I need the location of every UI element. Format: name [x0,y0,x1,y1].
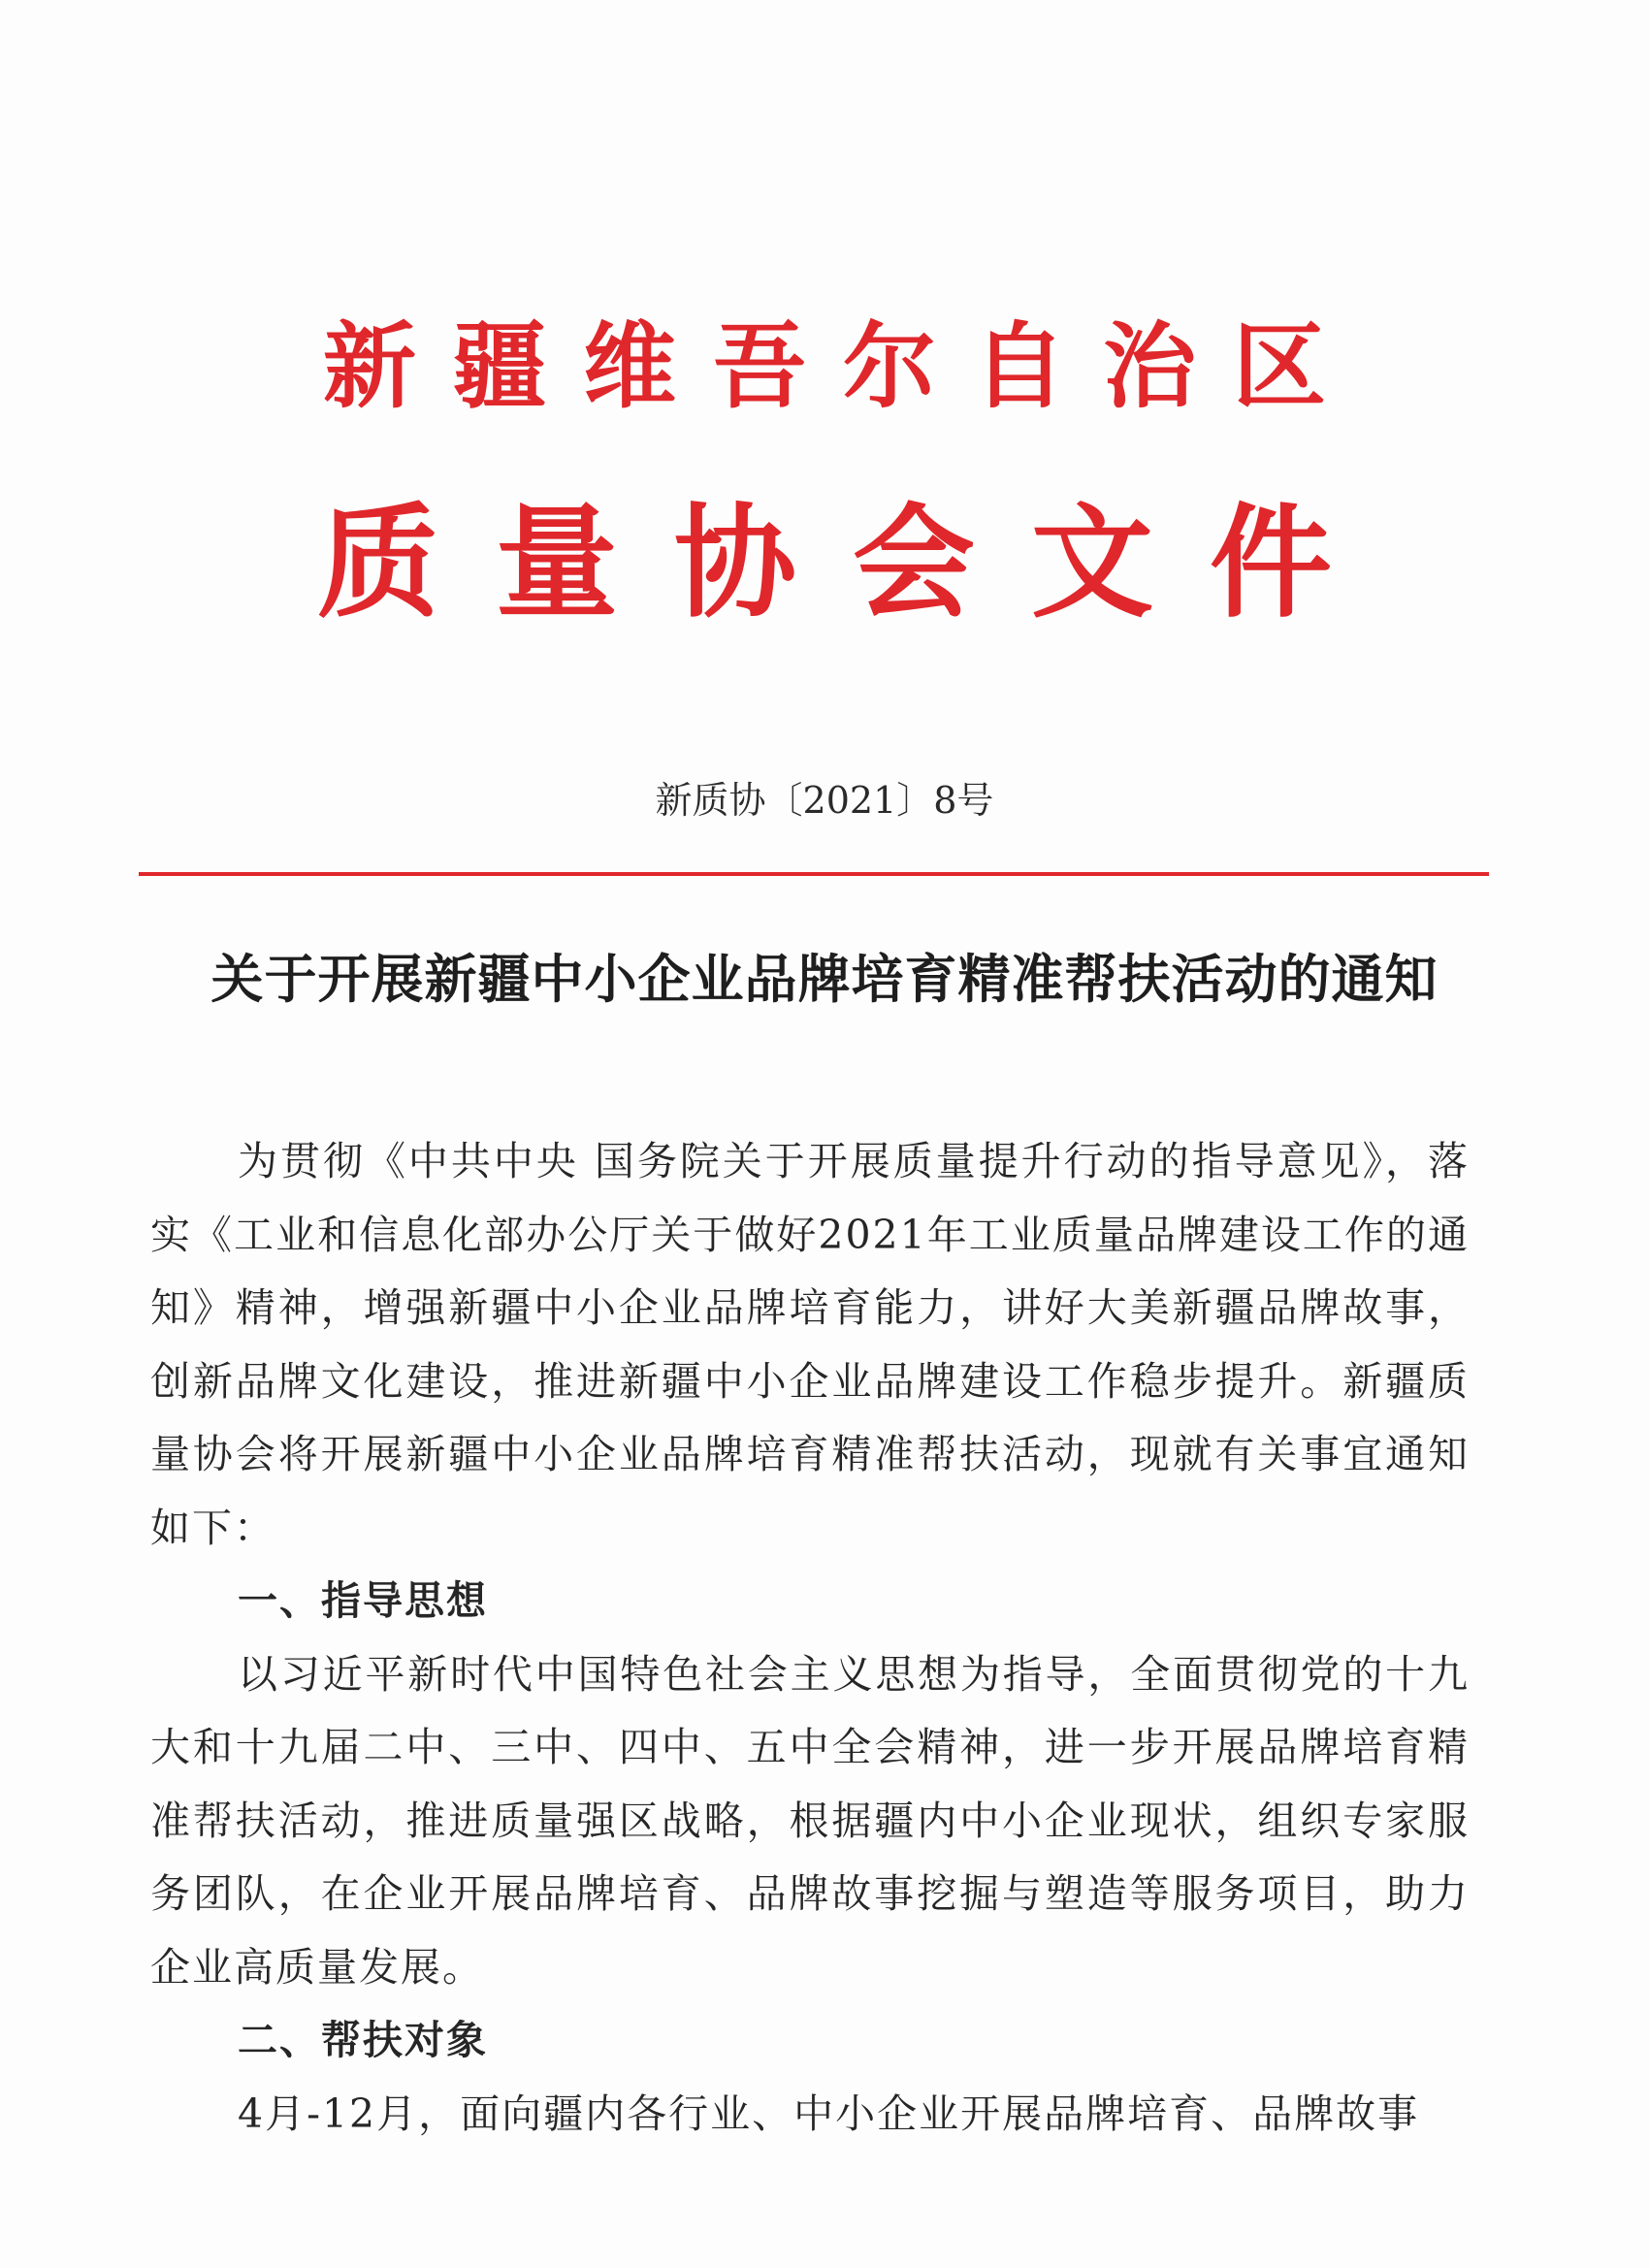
document-type-heading: 质量协会文件 [317,491,1388,634]
issuer-name: 新疆维吾尔自治区 [323,311,1363,421]
document-body [150,1125,1470,2151]
section-paragraph-assistance-targets: 4月-12月，面向疆内各行业、中小企业开展品牌培育、品牌故事 [238,2090,1420,2137]
document-number: 新质协〔2021〕8号 [655,779,994,822]
red-divider [139,872,1489,876]
section-heading-assistance-targets: 二、帮扶对象 [238,2017,488,2063]
notice-title: 关于开展新疆中小企业品牌培育精准帮扶活动的通知 [210,949,1439,1010]
section-heading-guiding-ideology: 一、指导思想 [238,1577,488,1624]
section-paragraph-guiding-ideology: 以习近平新时代中国特色社会主义思想为指导，全面贯彻党的十九大和十九届二中、三中、四中、五中全会精神，进一步开展品牌培育精准帮扶活动，推进质量强区战略，根据疆内中小企业现状，组织专家服务团队，在企业开展品牌培育、品牌故事挖掘与塑造等服务项目，助力企业高质量发展。 [150,1650,1470,1991]
intro-paragraph: 为贯彻《中共中央 国务院关于开展质量提升行动的指导意见》，落实《工业和信息化部办公厅关于做好2021年工业质量品牌建设工作的通知》精神，增强新疆中小企业品牌培育能力，讲好大美新疆品牌故事，创新品牌文化建设，推进新疆中小企业品牌建设工作稳步提升。新疆质量协会将开展新疆中小企业品牌培育精准帮扶活动，现就有关事宜通知如下： [150,1138,1470,1551]
